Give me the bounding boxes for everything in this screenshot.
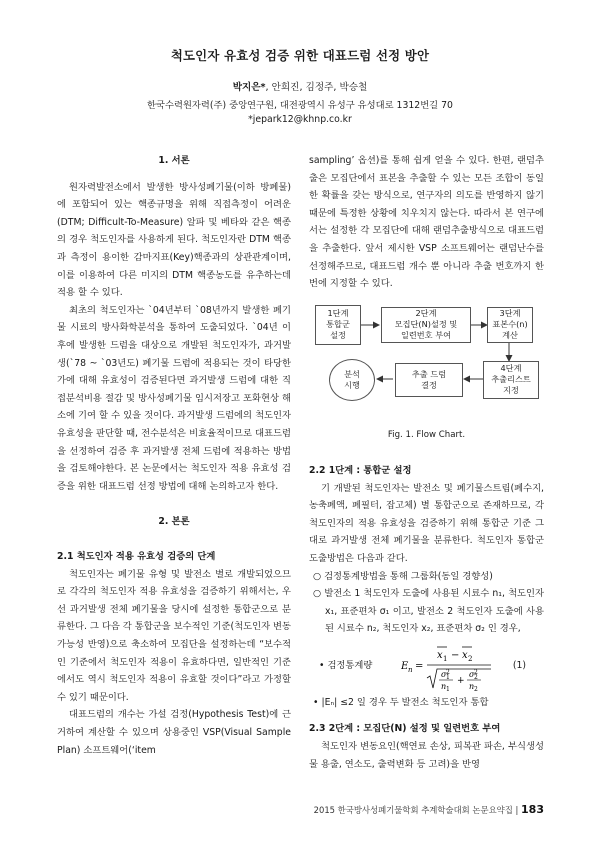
flow-box-step1: 1단계 통합군 설정 <box>315 305 361 345</box>
section-2-3-heading: 2.3 2단계 : 모집단(N) 설정 및 일련번호 부여 <box>309 723 501 735</box>
svg-text:2: 2 <box>474 685 478 692</box>
flow-box-step3: 3단계 표본수(n) 계산 <box>487 307 533 343</box>
bullet-grouping: ○ 검정통계방법을 통해 그룹화(동일 경향성) <box>313 570 493 582</box>
intro-paragraph-2: 최초의 척도인자는 `04년부터 `08년까지 발생한 폐기물 시료의 방사화학분석을 통하여 도출되었다. `04년 이후에 발생한 드럼을 대상으로 개발된 척도인자가, 과거발생(`78 ~ `03년도) 폐기물 드럼에 적용되는 것이 타당한가에 대해 유효성이 검증된다면 과거발생 드럼에 대한 직접분석비용 절감 및 방사성폐기물 임시저장고 포화현상 해소에 기여 할 수 있을 것이다. 과거발생 드럼에의 척도인자 유효성을 판단할 때, 전수분석은 비효율적이므로 대표드럼을 선정하여 검증 후 과거발생 전체 드럼에 적용하는 방법을 검토해야한다. 본 논문에서는 척도인자 적용 유효성 검증을 위한 대표드럼 선정 방법에 대해 논의하고자 한다. <box>57 304 291 492</box>
bullet-conditions: ○ 발전소 1 척도인자 도출에 사용된 시료수 n₁, 척도인자 x₁, 표준편차 σ₁ 이고, 발전소 2 척도인자 도출에 사용된 시료수 n₂, 척도인자 x₂, 표준편차 σ₂ 인 경우, <box>313 588 544 635</box>
svg-text:=: = <box>415 660 424 672</box>
section-2-1-heading: 2.1 척도인자 적용 유효성 검증의 단계 <box>57 551 216 563</box>
svg-text:2: 2 <box>468 654 473 663</box>
left-column <box>57 152 291 759</box>
flow-chart <box>309 299 544 423</box>
flow-box-extract: 추출 드럼 결정 <box>395 363 463 397</box>
svg-text:+: + <box>457 675 465 686</box>
body-heading: 2. 본론 <box>158 515 190 527</box>
bullet-integration-rule: • |Eₙ| ≤2 일 경우 두 발전소 척도인자 통합 <box>313 696 489 708</box>
svg-text:1: 1 <box>443 654 448 663</box>
first-author: 박지은* <box>232 82 266 93</box>
footer-text: 2015 한국방사성폐기물학회 추계학술대회 논문요약집 | <box>313 805 519 815</box>
paper-title: 척도인자 유효성 검증 위한 대표드럼 선정 방안 <box>170 48 430 63</box>
svg-text:n: n <box>441 681 447 691</box>
figure-caption: Fig. 1. Flow Chart. <box>387 429 466 440</box>
page-number: 183 <box>521 803 544 816</box>
section-2-1-paragraph-2: 대표드럼의 개수는 가설 검정(Hypothesis Test)에 근거하여 계산할 수 있으며 상용중인 VSP(Visual Sample Plan) 소프트웨어(‘item <box>57 709 291 756</box>
affiliation: 한국수력원자력(주) 중앙연구원, 대전광역시 유성구 유성대로 1312번길 70 <box>147 100 453 111</box>
svg-text:x: x <box>437 649 443 661</box>
svg-text:1: 1 <box>446 673 450 681</box>
section-2-3-paragraph: 척도인자 변동요인(핵연료 손상, 피복관 파손, 부식생성물 용출, 연소도, 출력변화 등 고려)을 반영 <box>309 741 544 770</box>
svg-text:2: 2 <box>474 673 478 681</box>
svg-text:σ: σ <box>441 669 447 679</box>
svg-text:−: − <box>451 649 460 661</box>
svg-text:n: n <box>469 681 475 691</box>
right-column <box>309 152 544 773</box>
co-authors: , 안희진, 김정주, 박승철 <box>265 82 368 93</box>
intro-paragraph-1: 원자력발전소에서 발생한 방사성폐기물(이하 방폐물)에 포함되어 있는 핵종규명을 위해 직접측정이 어려운(DTM; Difficult-To-Measure) 알파 및 베타와 같은 핵종의 경우 척도인자를 사용하게 된다. 척도인자란 DTM 핵종과 측정이 용이한 감마지표(Key)핵종과의 상관관계이며, 이를 이용하여 다른 미지의 DTM 핵종농도를 유추하는데 적용 할 수 있다. <box>57 181 291 299</box>
flow-box-step4: 4단계 추출리스트 지정 <box>483 361 539 399</box>
svg-text:2: 2 <box>474 668 478 676</box>
svg-text:2: 2 <box>446 668 450 676</box>
svg-text:E: E <box>401 660 409 672</box>
section-2-1-paragraph-1: 척도인자는 폐기물 유형 및 발전소 별로 개발되었으므로 각각의 척도인자 적용 유효성을 검증하기 위해서는, 우선 과거발생 전체 폐기물을 당시에 설정한 통합군으로 분류한다. 그 다음 각 통합군을 보수적인 기준(척도인자 변동가능성 반영)으로 축소하여 모집단을 설정하는데 “보수적인 기준에서 척도인자 적용이 유효하다면, 일반적인 기준에서도 역시 척도인자 적용이 유효할 것이다”라고 가정할 수 있기 때문이다. <box>57 568 291 703</box>
flow-oval-analysis: 분석 시행 <box>329 359 375 401</box>
svg-text:n: n <box>408 665 413 674</box>
author-email: *jepark12@khnp.co.kr <box>248 114 352 125</box>
intro-heading: 1. 서론 <box>158 155 190 166</box>
formula-image <box>401 640 497 692</box>
svg-text:1: 1 <box>446 685 450 692</box>
flow-box-step2: 2단계 모집단(N)설정 및 일련번호 부여 <box>381 307 471 343</box>
right-paragraph-1: sampling’ 옵션)를 통해 쉽게 얻을 수 있다. 한편, 랜덤추출은 모집단에서 표본을 추출할 수 있는 모든 조합이 동일한 확률을 갖는 방식으로, 연구자의 의도를 반영하지 않기 때문에 특정한 상황에 치우치지 않는다. 따라서 본 연구에서는 설정한 각 모집단에 대해 랜덤추출방식으로 대표드럼을 추출한다. 앞서 제시한 VSP 소프트웨어는 랜덤난수를 선정해주므로, 대표드럼 개수 뿐 아니라 추출 번호까지 한 번에 지정할 수 있다. <box>309 155 544 290</box>
formula-label: • 검정통계량 <box>319 660 373 672</box>
author-line <box>0 79 600 93</box>
formula-number: (1) <box>512 660 526 672</box>
svg-text:σ: σ <box>469 669 475 679</box>
test-statistic-formula <box>309 638 544 694</box>
section-2-2-heading: 2.2 1단계 : 통합군 설정 <box>309 464 412 476</box>
page-footer <box>300 803 544 816</box>
section-2-2-paragraph: 기 개발된 척도인자는 발전소 및 폐기물스트림(폐수지, 농축폐액, 폐필터, 잡고체) 별 통합군으로 존재하므로, 각 척도인자의 적용 유효성을 검증하기 위해 통합군 기준 그대로 과거발생 전체 폐기물을 분류한다. 척도인자 통합군 도출방법은 다음과 같다. <box>309 482 544 564</box>
svg-text:x: x <box>462 649 468 661</box>
